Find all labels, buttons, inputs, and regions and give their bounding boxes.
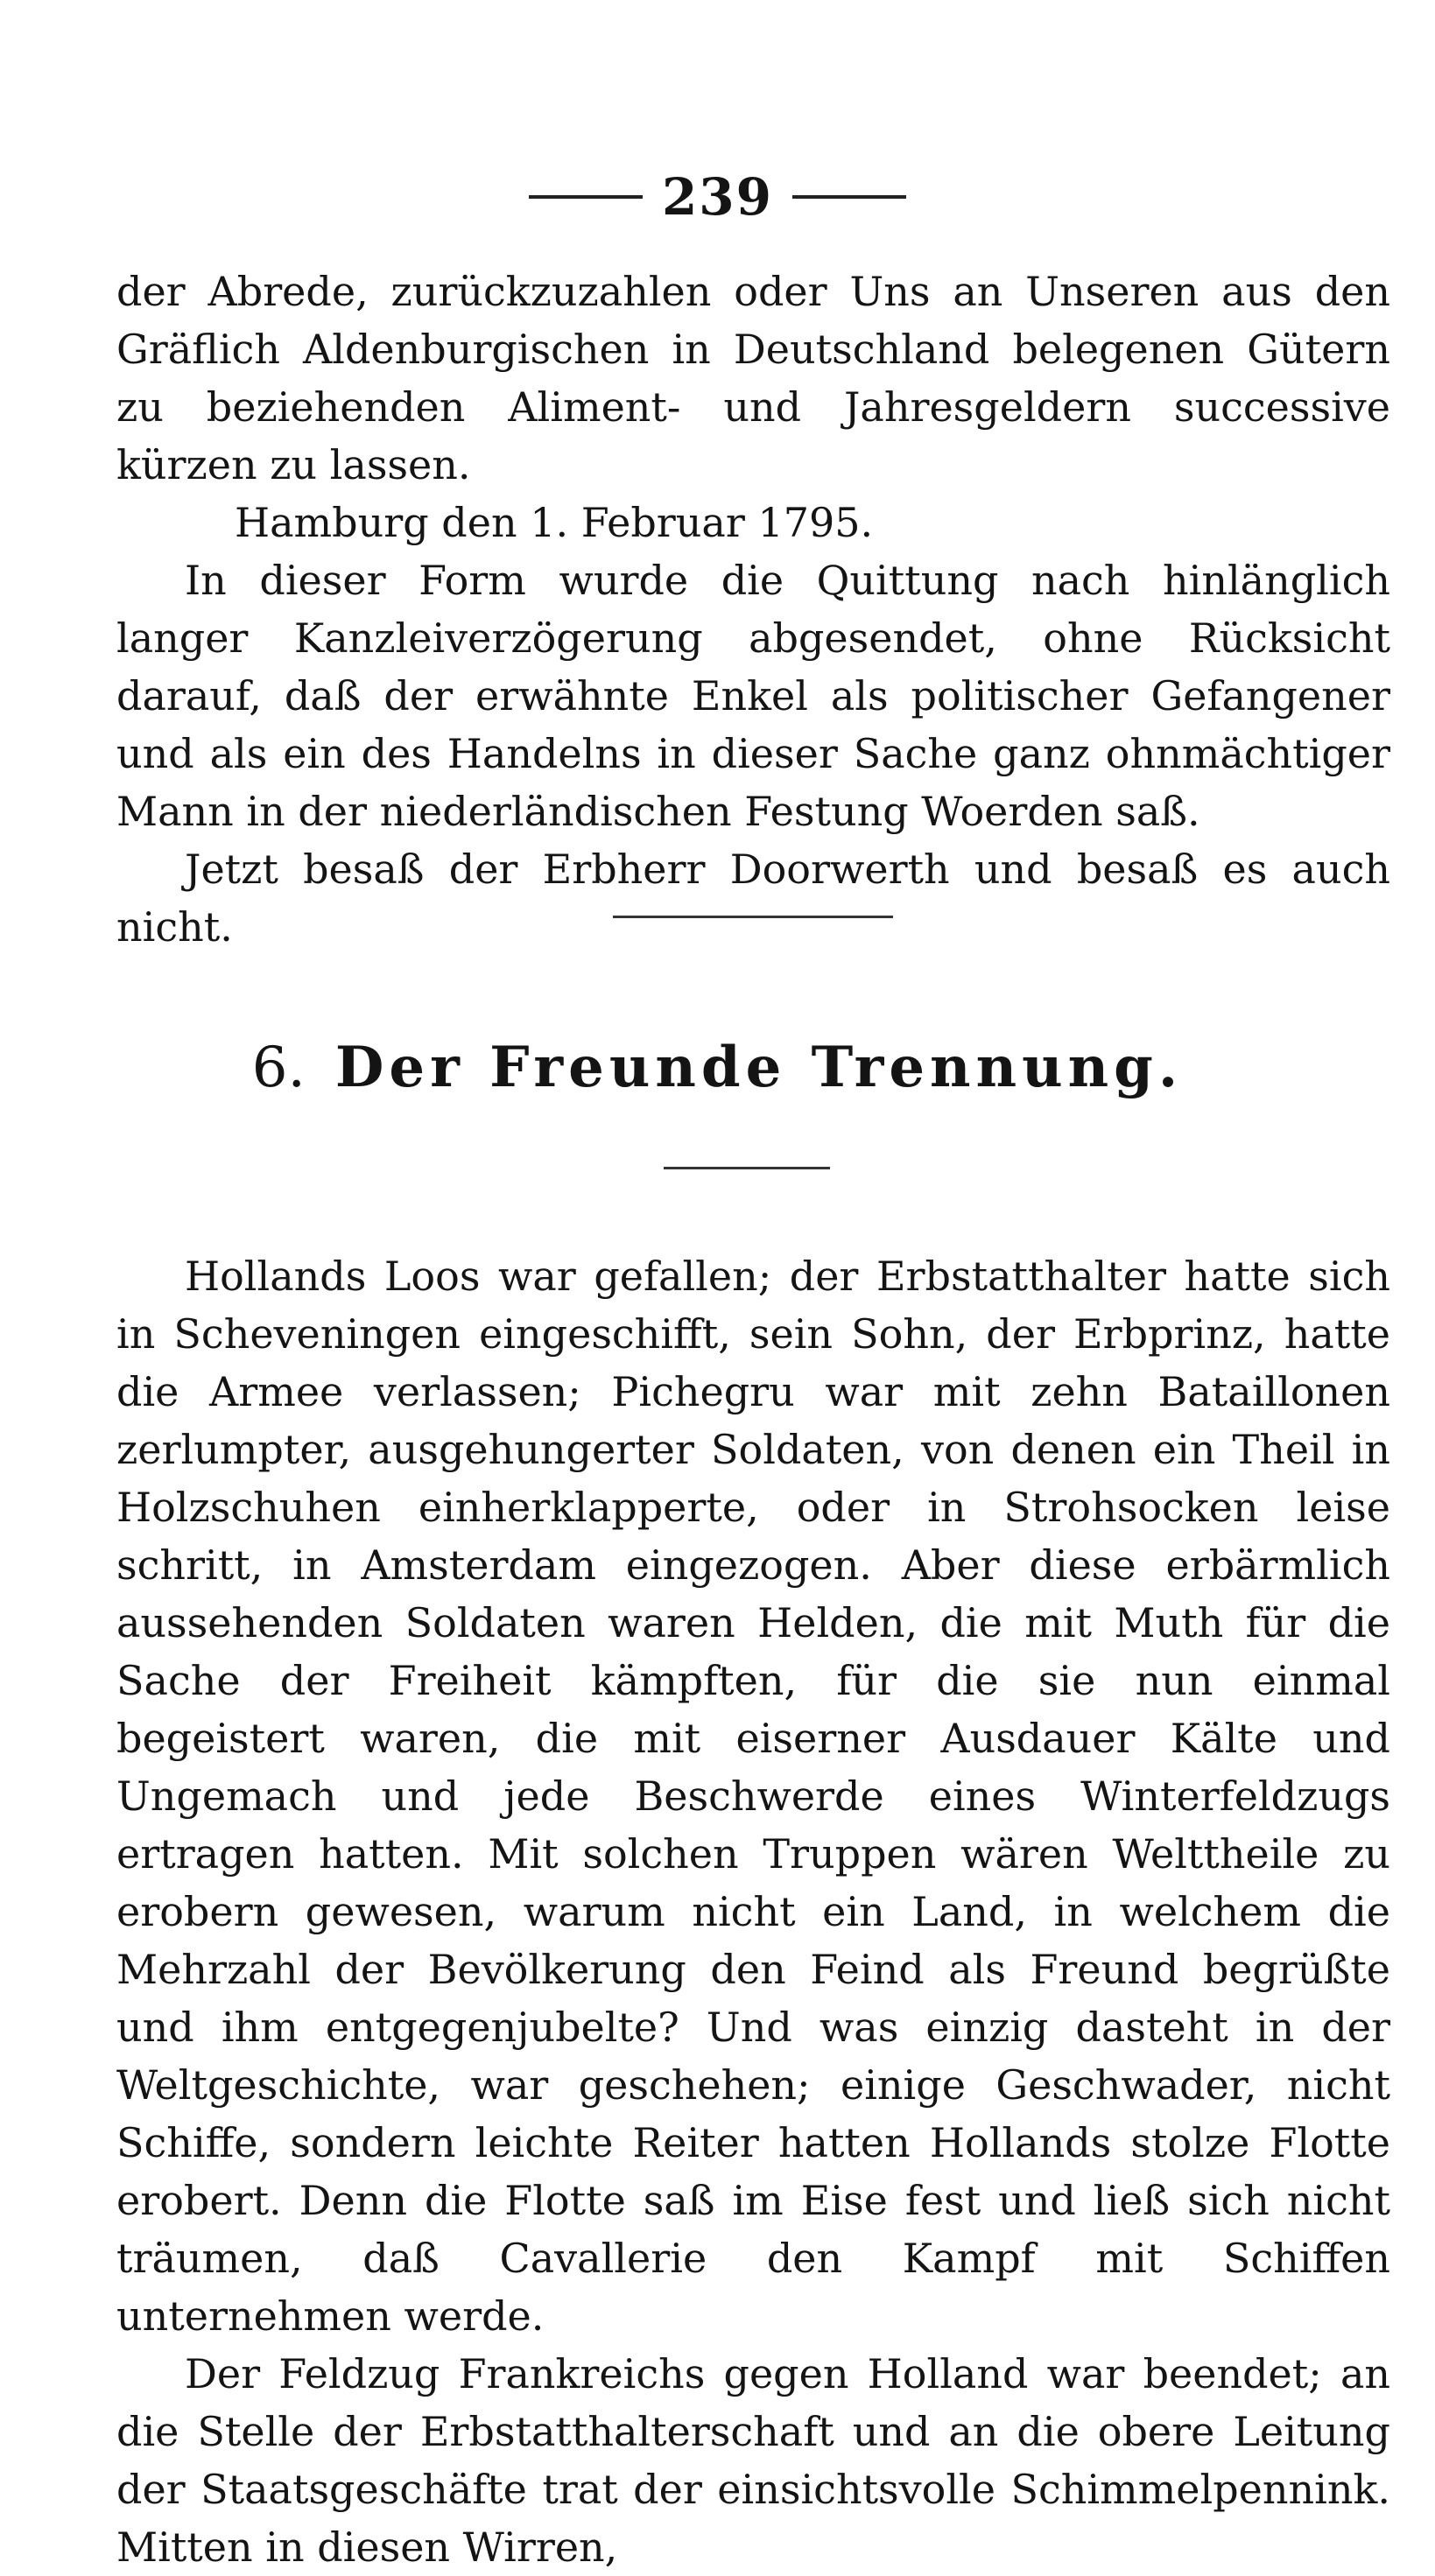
chapter-title: Der Freunde Trennung.	[334, 1035, 1184, 1100]
paragraph-hollands-loos: Hollands Loos war gefallen; der Erbstatthalter hatte sich in Scheveningen eingeschifft, sein Sohn, der Erbprinz, hatte die Armee verlassen; Pichegru war mit zehn Bataillonen zerlumpter, ausgehungerter Soldaten, von denen ein Theil in Holzschuhen einherklapperte, oder in Strohsocken leise schritt, in Amsterdam eingezogen. Aber diese erbärmlich aussehenden Soldaten waren Helden, die mit Muth für die Sache der Freiheit kämpften, für die sie nun einmal begeistert waren, die mit eiserner Ausdauer Kälte und Ungemach und jede Beschwerde eines Winterfeldzugs ertragen hatten. Mit solchen Truppen wären Welttheile zu erobern gewesen, warum nicht ein Land, in welchem die Mehrzahl der Bevölkerung den Feind als Freund begrüßte und ihm entgegenjubelte? Und was einzig dasteht in der Weltgeschichte, war geschehen; einige Geschwader, nicht Schiffe, sondern leichte Reiter hatten Hollands stolze Flotte erobert. Denn die Flotte saß im Eise fest und ließ sich nicht träumen, daß Cavallerie den Kampf mit Schiffen unternehmen werde.	[116, 1253, 1390, 2340]
header-dash-right	[792, 195, 906, 199]
header-dash-left	[529, 195, 643, 199]
paragraph-erbherr: Jetzt besaß der Erbherr Doorwerth und besaß es auch nicht.	[116, 846, 1390, 951]
top-text-block	[116, 263, 1390, 956]
paragraph-quittung: In dieser Form wurde die Quittung nach hinlänglich langer Kanzleiverzögerung abgesendet, ohne Rücksicht darauf, daß der erwähnte Enkel als politischer Gefangener und als ein des Handelns in dieser Sache ganz ohnmächtiger Mann in der niederländischen Festung Woerden saß.	[116, 557, 1390, 835]
place-date-line: Hamburg den 1. Februar 1795.	[235, 499, 874, 546]
page-number: 239	[661, 167, 774, 227]
paragraph-continuation: der Abrede, zurückzuzahlen oder Uns an Unseren aus den Gräflich Aldenburgischen in Deutschland belegenen Gütern zu beziehenden Aliment- und Jahresgeldern successive kürzen zu lassen.	[116, 268, 1390, 488]
paragraph-feldzug: Der Feldzug Frankreichs gegen Holland war beendet; an die Stelle der Erbstatthalterschaft und an die obere Leitung der Staatsgeschäfte trat der einsichtsvolle Schimmelpennink. Mitten in diesen Wirren,	[116, 2350, 1390, 2571]
chapter-underline	[664, 1167, 830, 1169]
section-divider	[613, 916, 893, 918]
page-header	[0, 162, 1435, 232]
chapter-text-block	[116, 1247, 1390, 2576]
chapter-number: 6.	[251, 1035, 306, 1100]
chapter-heading	[0, 1033, 1435, 1103]
